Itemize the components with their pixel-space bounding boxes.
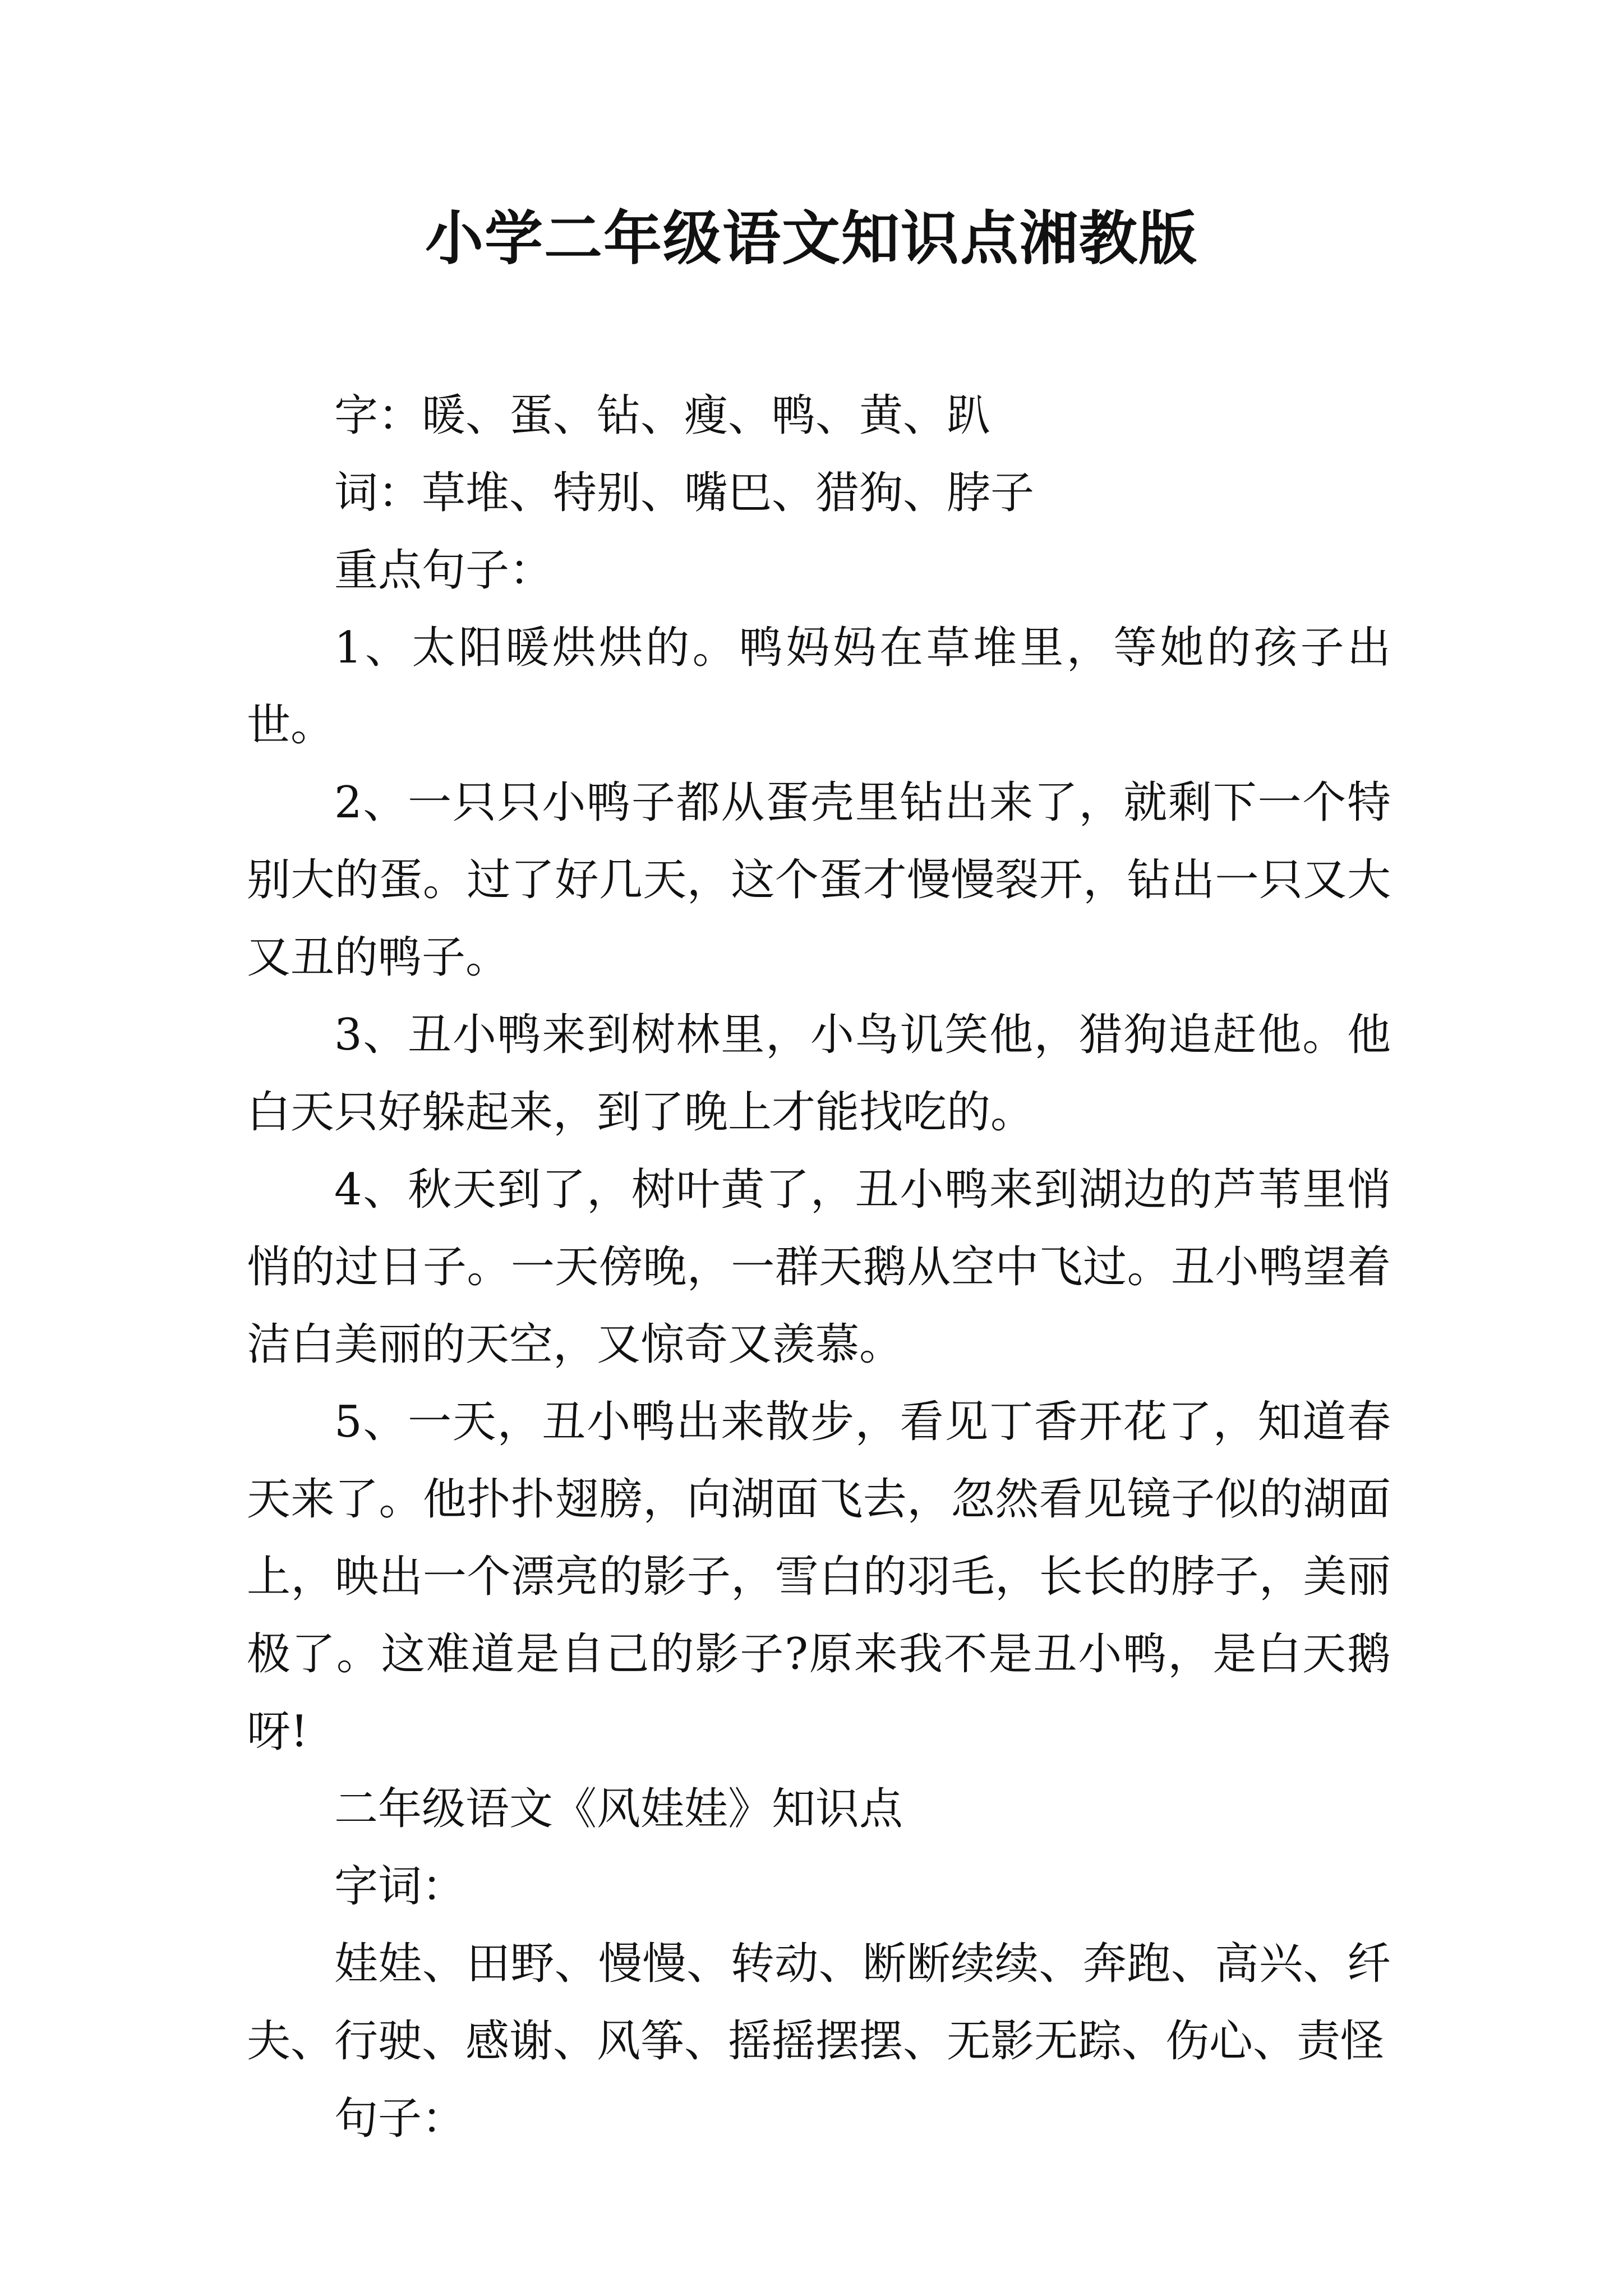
document-title: 小学二年级语文知识点湘教版 [425,204,1198,273]
paragraph-words: 词：草堆、特别、嘴巴、猎狗、脖子 [334,468,1035,518]
paragraph-vocabulary-list: 娃娃、田野、慢慢、转动、断断续续、奔跑、高兴、纤夫、行驶、感谢、风筝、摇摇摆摆、无影无踪、伤心、责怪 [247,1939,1391,2067]
paragraph-sentence-5: 5、一天，丑小鸭出来散步，看见丁香开花了，知道春天来了。他扑扑翅膀，向湖面飞去，忽然看见镜子似的湖面上，映出一个漂亮的影子，雪白的羽毛，长长的脖子，美丽极了。这难道是自己的影子?原来我不是丑小鸭，是白天鹅呀! [247,1397,1391,1757]
paragraph-vocabulary-heading: 字词： [334,1861,466,1912]
paragraph-sentences-heading: 句子： [334,2093,466,2144]
paragraph-sentence-4: 4、秋天到了，树叶黄了，丑小鸭来到湖边的芦苇里悄悄的过日子。一天傍晚，一群天鹅从空中飞过。丑小鸭望着洁白美丽的天空，又惊奇又羡慕。 [247,1165,1391,1370]
paragraph-sentence-2: 2、一只只小鸭子都从蛋壳里钻出来了，就剩下一个特别大的蛋。过了好几天，这个蛋才慢慢裂开，钻出一只又大又丑的鸭子。 [247,777,1391,983]
paragraph-sentence-1: 1、太阳暖烘烘的。鸭妈妈在草堆里，等她的孩子出世。 [247,623,1391,751]
section-heading-feng-wawa: 二年级语文《风娃娃》知识点 [334,1784,903,1834]
paragraph-key-sentences-heading: 重点句子： [334,545,554,596]
paragraph-sentence-3: 3、丑小鸭来到树林里，小鸟讥笑他，猎狗追赶他。他白天只好躲起来，到了晚上才能找吃的。 [247,1010,1391,1138]
document-body [247,377,1391,2157]
paragraph-characters: 字：暖、蛋、钻、瘦、鸭、黄、趴 [334,390,991,441]
